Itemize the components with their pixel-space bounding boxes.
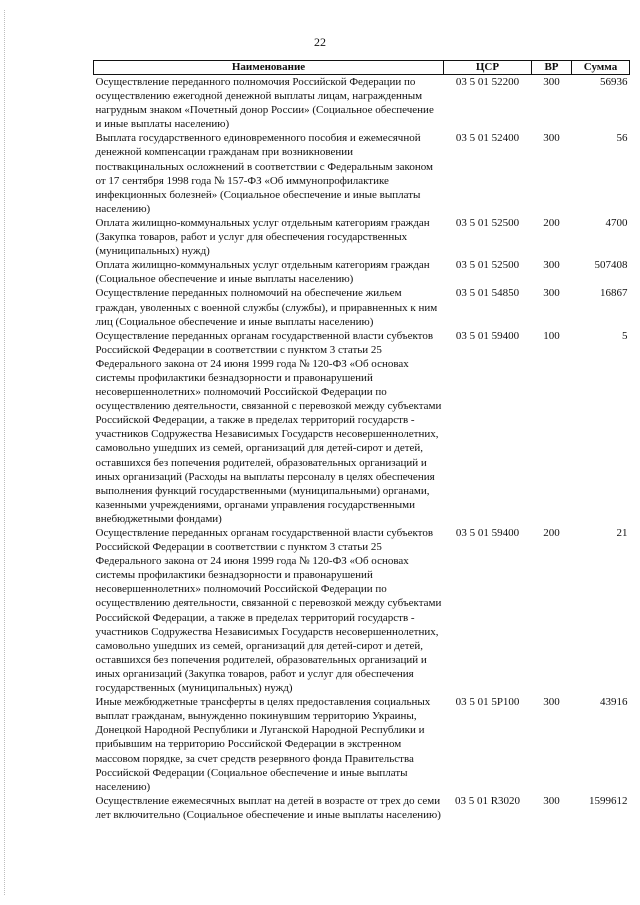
row-csr: 03 5 01 52500	[455, 259, 520, 272]
row-name: Оплата жилищно-коммунальных услуг отдельным категориям граждан (Социальное обеспечение и иные выплаты населению)	[95, 259, 430, 286]
table-row	[94, 131, 630, 216]
row-name: Осуществление переданного полномочия Российской Федерации по осуществлению ежегодной денежной выплаты лицам, награжденным нагрудным знаком «Почетный донор России» (Социальное обеспечение и иные выплаты населению)	[95, 76, 434, 131]
table-row	[94, 329, 630, 526]
row-vr: 300	[543, 287, 560, 300]
header-vr: ВР	[532, 61, 572, 75]
row-csr: 03 5 01 59400	[455, 527, 520, 539]
row-vr: 300	[543, 696, 560, 709]
row-vr: 300	[543, 132, 560, 145]
row-vr: 300	[543, 76, 560, 88]
table-header	[94, 61, 630, 75]
table-row	[94, 216, 630, 258]
row-name: Осуществление переданных органам государственной власти субъектов Российской Федерации в соответствии с пунктом 3 статьи 25 Федерального закона от 24 июня 1999 года № 120-ФЗ «Об основах системы профилактики безнадзорности и правонарушений несовершеннолетних» полномочий Российской Федерации по осуществлению деятельности, связанной с перевозкой между субъектами Российской Федерации, а также в пределах территорий государств - участников Содружества Независимых Государств несовершеннолетних, самовольно ушедших из семей, организаций для детей-сирот и детей, оставшихся без попечения родителей, образовательных организаций и иных организаций (Расходы на выплаты персоналу в целях обеспечения выполнения функций государственными (муниципальными) органами, казенными учреждениями, органами управления государственными внебюджетными фондами)	[95, 329, 442, 525]
row-name: Оплата жилищно-коммунальных услуг отдельным категориям граждан (Закупка товаров, работ и услуг для обеспечения государственных (муниципальных) нужд)	[95, 216, 430, 258]
header-name: Наименование	[94, 61, 444, 75]
row-csr: 03 5 01 52400	[455, 132, 520, 145]
row-sum: 56	[616, 132, 628, 145]
row-sum: 5	[622, 329, 628, 342]
row-vr: 300	[543, 259, 560, 272]
header-csr: ЦСР	[444, 61, 532, 75]
row-sum: 43916	[600, 696, 628, 709]
row-vr: 200	[543, 527, 560, 539]
row-name: Осуществление ежемесячных выплат на детей в возрасте от трех до семи лет включительно (Социальное обеспечение и иные выплаты населению)	[95, 794, 441, 821]
budget-table	[93, 60, 630, 822]
table-row	[94, 258, 630, 286]
header-sum: Сумма	[572, 61, 630, 75]
table-row	[94, 794, 630, 822]
table-row	[94, 526, 630, 695]
row-csr: 03 5 01 59400	[455, 329, 520, 342]
row-sum: 56936	[600, 76, 628, 88]
table-row	[94, 75, 630, 132]
row-sum: 4700	[605, 216, 628, 229]
row-vr: 300	[543, 794, 560, 807]
row-csr: 03 5 01 52200	[455, 76, 520, 88]
row-sum: 1599612	[589, 794, 628, 807]
row-vr: 100	[543, 329, 560, 342]
row-name: Выплата государственного единовременного пособия и ежемесячной денежной компенсации гражданам при возникновении поствакцинальных осложнений в соответствии с Федеральным законом от 17 сентября 1998 года № 157-ФЗ «Об иммунопрофилактике инфекционных болезней» (Социальное обеспечение и иные выплаты населению)	[95, 132, 433, 215]
row-name: Осуществление переданных полномочий на обеспечение жильем граждан, уволенных с военной службы (службы), и приравненных к ним лиц (Социальное обеспечение и иные выплаты населению)	[95, 287, 438, 328]
row-csr: 03 5 01 5Р100	[455, 696, 520, 709]
table-row	[94, 286, 630, 328]
page-number: 22	[314, 35, 326, 49]
table-body	[94, 75, 630, 822]
page-edge	[4, 10, 5, 895]
row-sum: 21	[616, 527, 628, 539]
row-vr: 200	[543, 216, 560, 229]
row-csr: 03 5 01 R3020	[454, 794, 521, 807]
table-row	[94, 695, 630, 794]
row-csr: 03 5 01 54850	[455, 287, 520, 300]
row-sum: 507408	[594, 259, 628, 272]
row-name: Иные межбюджетные трансферты в целях предоставления социальных выплат гражданам, вынужденно покинувшим территорию Украины, Донецкой Народной Республики и Луганской Народной Республики и прибывшим на территорию Российской Федерации в экстренном массовом порядке, за счет средств резервного фонда Правительства Российской Федерации (Социальное обеспечение и иные выплаты населению)	[95, 696, 431, 793]
row-name: Осуществление переданных органам государственной власти субъектов Российской Федерации в соответствии с пунктом 3 статьи 25 Федерального закона от 24 июня 1999 года № 120-ФЗ «Об основах системы профилактики безнадзорности и правонарушений несовершеннолетних» полномочий Российской Федерации по осуществлению деятельности, связанной с перевозкой между субъектами Российской Федерации, а также в пределах территорий государств - участников Содружества Независимых Государств несовершеннолетних, самовольно ушедших из семей, организаций для детей-сирот и детей, оставшихся без попечения родителей, образовательных организаций и иных организаций (Закупка товаров, работ и услуг для обеспечения государственных (муниципальных) нужд)	[95, 527, 442, 695]
row-csr: 03 5 01 52500	[455, 216, 520, 229]
row-sum: 16867	[600, 287, 628, 300]
